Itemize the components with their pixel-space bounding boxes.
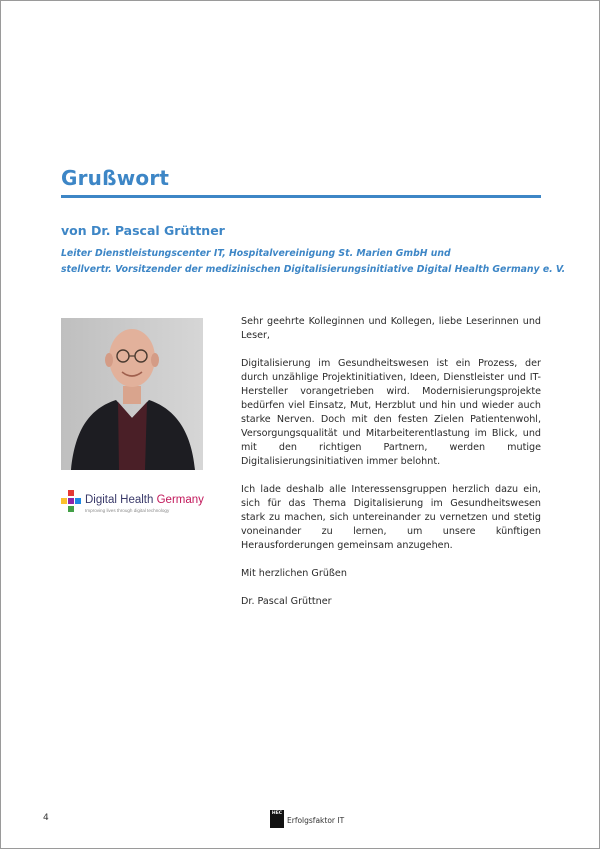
author-role-line: Leiter Dienstleistungscenter IT, Hospitalvereinigung St. Marien GmbH und [61,248,451,259]
letter-body [241,315,541,609]
title-divider [61,195,541,198]
cross-logo-icon [61,490,81,514]
author-role [61,246,566,278]
letter-paragraph: Sehr geehrte Kolleginnen und Kollegen, liebe Leserinnen und Leser, [241,316,541,341]
author-line: von Dr. Pascal Grüttner [61,223,225,238]
page-title: Grußwort [61,166,170,190]
author-portrait [61,318,203,470]
page-number: 4 [43,813,49,823]
footer-label: Erfolgsfaktor IT [287,816,345,825]
digital-health-germany-logo [61,490,211,516]
publisher-logo-icon: HEC [270,810,284,828]
letter-paragraph: Digitalisierung im Gesundheitswesen ist ein Prozess, der durch unzählige Projektinitiativen, Ideen, Dienstleister und IT-Hersteller vorangetrieben wird. Modernisierungsprojekte bedürfen viel Einsatz, Mut, Herzblut und hin und wieder auch starke Nerven. Doch mit den festen Zielen Patientenwohl, Versorgungsqualität und Mitarbeiterentlastung im Blick, und mit den richtigen Partnern, werden mutige Digitalisierungsinitiativen immer belohnt. [241,358,541,467]
logo-wordmark: Digital Health Germany [85,494,204,506]
logo-tagline: Improving lives through digital technology [85,508,170,513]
letter-paragraph: Ich lade deshalb alle Interessensgruppen herzlich dazu ein, sich für das Thema Digitalisierung im Gesundheitswesen stark zu machen, sich untereinander zu vernetzen und stetig voneinander zu lernen, um unsere künftigen Herausforderungen gemeinsam anzugehen. [241,484,541,551]
author-role-line: stellvertr. Vorsitzender der medizinischen Digitalisierungsinitiative Digital Health Germany e. V. [61,264,566,275]
letter-signature: Dr. Pascal Grüttner [241,596,332,607]
letter-closing: Mit herzlichen Grüßen [241,568,347,579]
